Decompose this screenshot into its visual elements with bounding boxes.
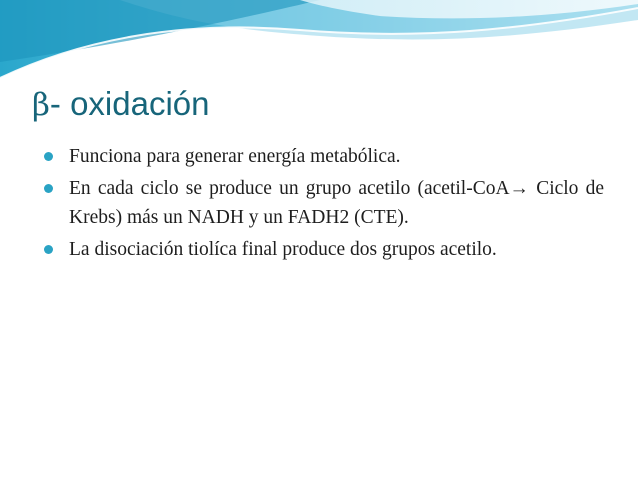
bullet-item [44, 235, 604, 264]
bullet-item [44, 142, 604, 171]
bullet-list [44, 142, 604, 267]
title-text: - oxidación [49, 85, 210, 122]
bullet-dot-icon [44, 184, 53, 193]
bullet-text: Funciona para generar energía metabólica. [69, 146, 401, 167]
bullet-dot-icon [44, 245, 53, 254]
bullet-text: La disociación tiolíca final produce dos grupos acetilo. [69, 239, 497, 260]
header-wave-decoration [0, 0, 638, 90]
bullet-text: En cada ciclo se produce un grupo acetilo (acetil-CoA→ Ciclo de Krebs) más un NADH y un FADH2 (CTE). [69, 178, 604, 228]
title-beta-symbol: β [32, 87, 50, 123]
slide-title [32, 82, 210, 127]
bullet-item [44, 174, 604, 232]
bullet-dot-icon [44, 152, 53, 161]
